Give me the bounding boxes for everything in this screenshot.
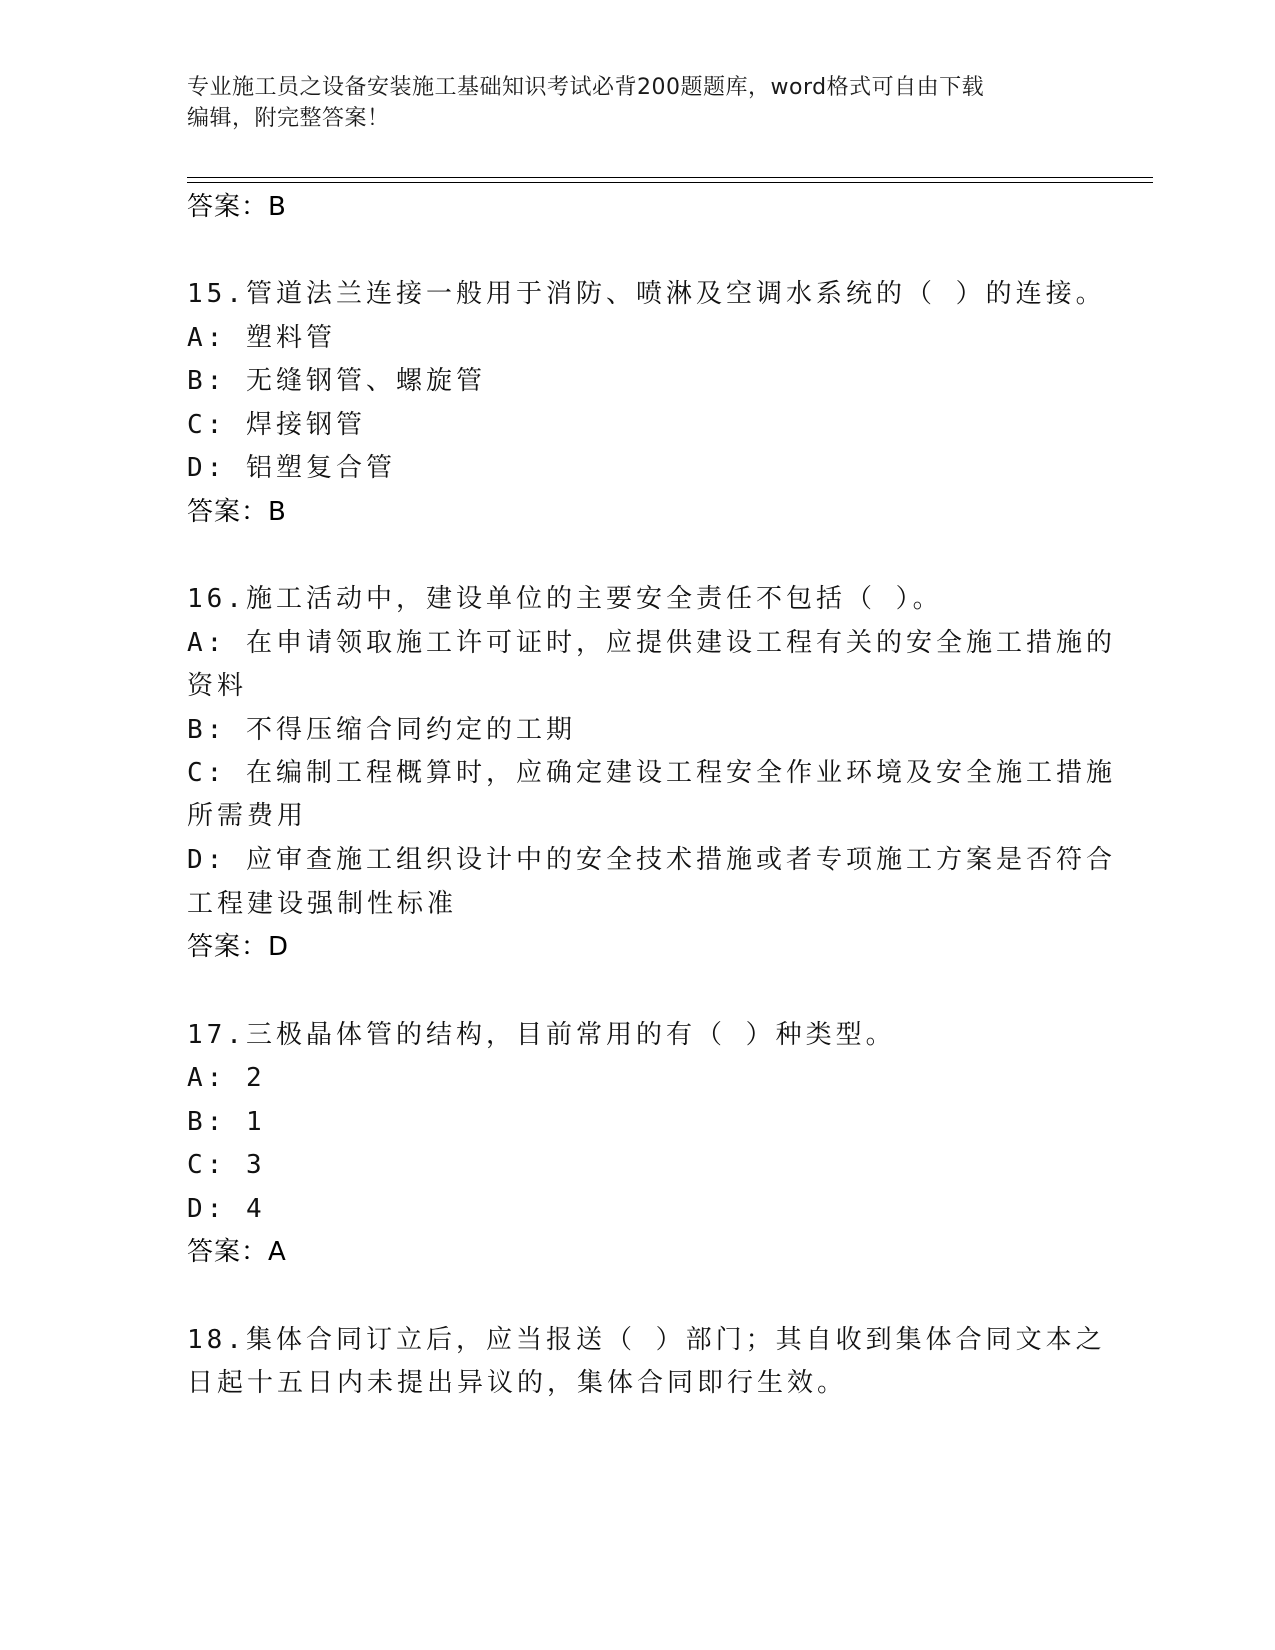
question-15-answer: 答案：B: [187, 497, 287, 527]
question-17-option-b: B: 1: [187, 1107, 266, 1137]
header-line-1: 专业施工员之设备安装施工基础知识考试必背200题题库，word格式可自由下载: [187, 75, 985, 100]
question-15-option-c: C: 焊接钢管: [187, 410, 366, 440]
question-15-option-d: D: 铝塑复合管: [187, 453, 396, 483]
question-15-option-a: A: 塑料管: [187, 323, 336, 353]
header-divider-top: [187, 177, 1153, 178]
question-17-option-c: C: 3: [187, 1150, 266, 1180]
question-17-option-d: D: 4: [187, 1194, 266, 1224]
header-divider-bottom: [187, 182, 1153, 183]
question-17-answer: 答案：A: [187, 1237, 287, 1267]
question-15-option-b: B: 无缝钢管、螺旋管: [187, 366, 486, 396]
answer-label: 答案：B: [187, 192, 287, 222]
document-header: [187, 72, 1067, 134]
question-17-option-a: A: 2: [187, 1063, 266, 1093]
question-16-option-c-cont: 所需费用: [187, 801, 308, 831]
question-18-stem-cont: 日起十五日内未提出异议的，集体合同即行生效。: [187, 1368, 848, 1398]
question-16-option-b: B: 不得压缩合同约定的工期: [187, 715, 576, 745]
question-15-stem: 15.管道法兰连接一般用于消防、喷淋及空调水系统的（ ）的连接。: [187, 279, 1106, 309]
question-16-option-a: A: 在申请领取施工许可证时，应提供建设工程有关的安全施工措施的: [187, 628, 1116, 658]
question-16-option-d: D: 应审查施工组织设计中的安全技术措施或者专项施工方案是否符合: [187, 845, 1116, 875]
question-16-answer: 答案：D: [187, 932, 290, 962]
question-16-option-a-cont: 资料: [187, 671, 248, 701]
header-line-2: 编辑，附完整答案！: [187, 106, 390, 131]
question-18-stem: 18.集体合同订立后，应当报送（ ）部门；其自收到集体合同文本之: [187, 1325, 1106, 1355]
question-16-option-d-cont: 工程建设强制性标准: [187, 889, 458, 919]
question-17-stem: 17.三极晶体管的结构，目前常用的有（ ）种类型。: [187, 1020, 896, 1050]
question-16-option-c: C: 在编制工程概算时，应确定建设工程安全作业环境及安全施工措施: [187, 758, 1116, 788]
question-16-stem: 16.施工活动中，建设单位的主要安全责任不包括（ ）。: [187, 584, 943, 614]
